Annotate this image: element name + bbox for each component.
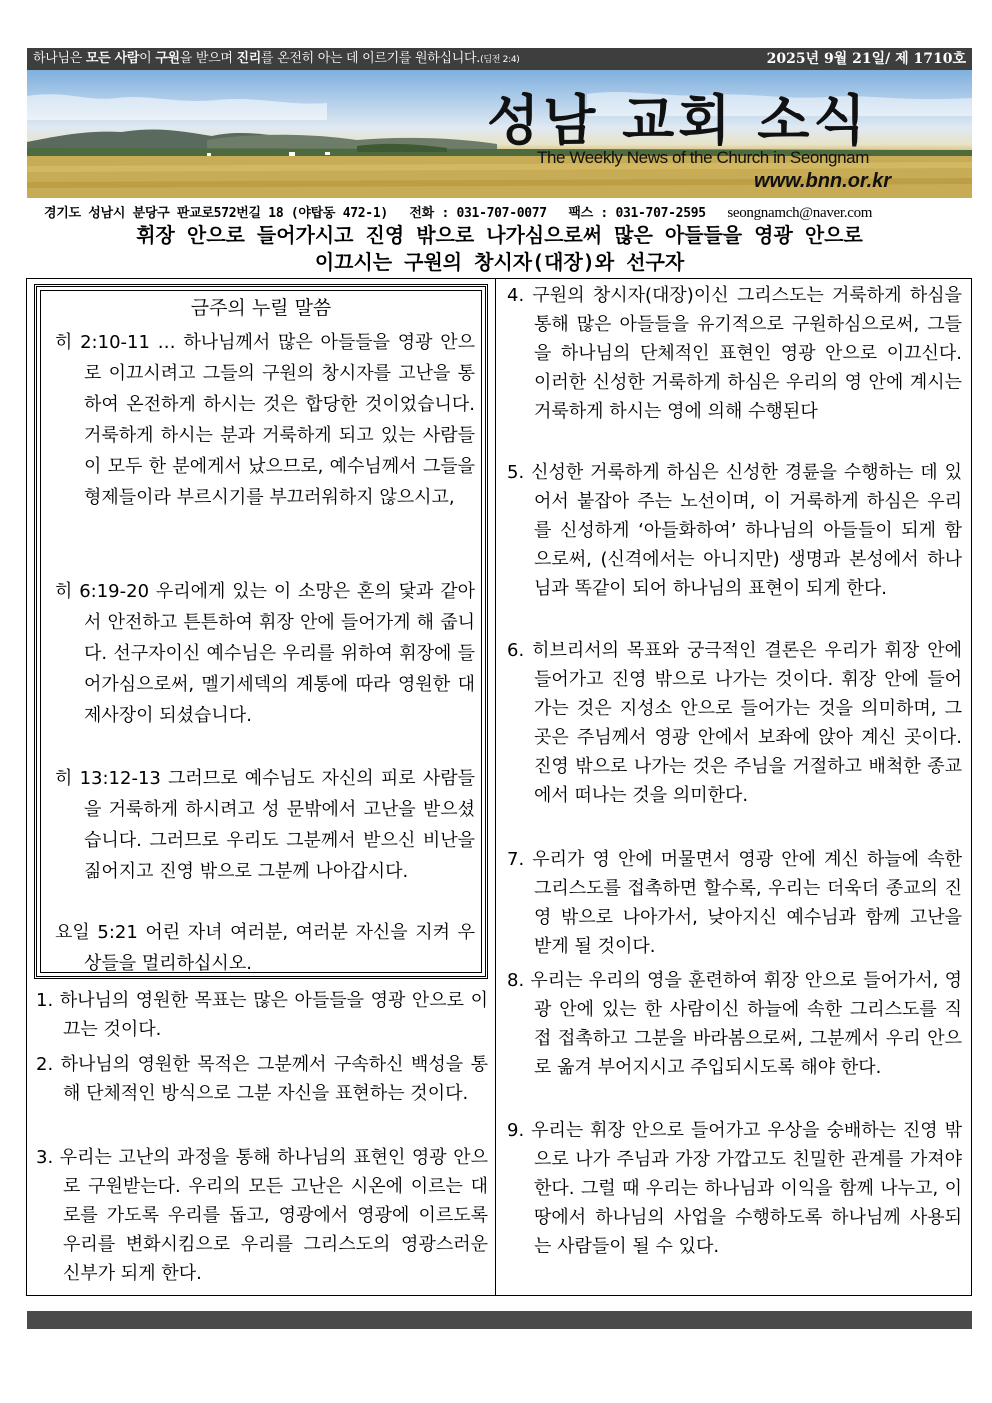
masthead-banner — [27, 70, 972, 198]
verse-hebrews-2: 히 2:10-11 … 하나님께서 많은 아들들을 영광 안으로 이끄시려고 그들의 구원의 창시자를 고난을 통하여 온전하게 하시는 것은 합당한 것이었습니다. 거룩하게 하시는 분과 거룩하게 되고 있는 사람들이 모두 한 분에게서 났으므로, 예수님께서 그들을 형제들이라 부르시기를 부끄러워하지 않으시고, — [55, 332, 475, 508]
phone-number: 전화 : 031-707-0077 — [409, 206, 547, 221]
header-verse: 하나님은 모든 사람이 구원을 받으며 진리를 온전히 아는 데 이르기를 원하십니다.(딤전 2:4) — [33, 51, 520, 66]
outline-point-8: 8. 우리는 우리의 영을 훈련하여 휘장 안으로 들어가서, 영광 안에 있는 한 사람이신 하늘에 속한 그리스도를 직접 접촉하고 그분을 바라봄으로써, 그분께서 우리 안으로 옮겨 부어지시고 주입되시도록 해야 한다. — [507, 970, 962, 1078]
footer-bar — [27, 1311, 972, 1329]
outline-point-9: 9. 우리는 휘장 안으로 들어가고 우상을 숭배하는 진영 밖으로 나가 주님과 가장 가깝고도 친밀한 관계를 가져야 한다. 그럴 때 우리는 하나님과 이익을 함께 나누고, 이 땅에서 하나님의 사업을 수행하도록 하나님께 사용되는 사람들이 될 수 있다. — [507, 1120, 962, 1257]
column-divider — [495, 278, 496, 1296]
email-address[interactable]: seongnamch@naver.com — [727, 205, 873, 221]
outline-point-1: 1. 하나님의 영원한 목표는 많은 아들들을 영광 안으로 이끄는 것이다. — [36, 990, 488, 1040]
outline-point-5: 5. 신성한 거룩하게 하심은 신성한 경륜을 수행하는 데 있어서 붙잡아 주는 노선이며, 이 거룩하게 하심은 우리를 신성하게 ‘아들화하여’ 하나님의 아들들이 되게 함으로써, (신격에서는 아니지만) 생명과 본성에서 하나님과 똑같이 되어 하나님의 표현이 되게 한다. — [507, 462, 962, 599]
newsletter-subtitle: The Weekly News of the Church in Seongnam — [537, 148, 869, 167]
website-link[interactable]: www.bnn.or.kr — [754, 170, 892, 192]
street-address: 경기도 성남시 분당구 판교로572번길 18 (야탑동 472-1) — [44, 206, 388, 221]
newsletter-title: 성남 교회 소식 — [487, 89, 870, 152]
outline-point-7: 7. 우리가 영 안에 머물면서 영광 안에 계신 하늘에 속한 그리스도를 접촉하면 할수록, 우리는 더욱더 종교의 진영 밖으로 나아가서, 낮아지신 예수님과 함께 고난을 받게 될 것이다. — [507, 849, 962, 957]
header-verse-reference: (딤전 2:4) — [480, 55, 520, 65]
fax-number: 팩스 : 031-707-2595 — [568, 206, 706, 221]
verses-box-title: 금주의 누릴 말씀 — [190, 297, 332, 319]
verse-1john-5: 요일 5:21 어린 자녀 여러분, 여러분 자신을 지켜 우상들을 멀리하십시오. — [55, 922, 475, 974]
verse-hebrews-6: 히 6:19-20 우리에게 있는 이 소망은 혼의 닻과 같아서 안전하고 튼튼하여 휘장 안에 들어가게 해 줍니다. 선구자이신 예수님은 우리를 위하여 휘장에 들어가심으로써, 멜기세덱의 계통에 따라 영원한 대제사장이 되셨습니다. — [55, 581, 475, 726]
issue-date: 2025년 9월 21일/ 제 1710호 — [766, 51, 966, 67]
church-address-line — [44, 202, 872, 222]
weekly-headline — [27, 222, 972, 276]
outline-point-2: 2. 하나님의 영원한 목적은 그분께서 구속하신 백성을 통해 단체적인 방식으로 그분 자신을 표현하는 것이다. — [36, 1054, 488, 1104]
outline-point-6: 6. 히브리서의 목표와 궁극적인 결론은 우리가 휘장 안에 들어가고 진영 밖으로 나가는 것이다. 휘장 안에 들어가는 것은 지성소 안으로 들어가는 것을 의미하며, 그곳은 주님께서 영광 안에서 보좌에 앉아 계신 곳이다. 진영 밖으로 나가는 것은 주님을 거절하고 배척한 종교에서 떠나는 것을 의미한다. — [507, 640, 962, 806]
outline-point-4: 4. 구원의 창시자(대장)이신 그리스도는 거룩하게 하심을 통해 많은 아들들을 유기적으로 구원하심으로써, 그들을 하나님의 단체적인 표현인 영광 안으로 이끄신다. 이러한 신성한 거룩하게 하심은 우리의 영 안에 계시는 거룩하게 하시는 영에 의해 수행된다 — [507, 285, 962, 422]
top-bar — [27, 48, 972, 70]
outline-point-3: 3. 우리는 고난의 과정을 통해 하나님의 표현인 영광 안으로 구원받는다. 우리의 모든 고난은 시온에 이르는 대로를 가도록 우리를 돕고, 영광에서 영광에 이르도록 우리를 변화시킴으로 우리를 그리스도의 영광스러운 신부가 되게 한다. — [36, 1147, 488, 1284]
headline-line-1: 휘장 안으로 들어가시고 진영 밖으로 나가심으로써 많은 아들들을 영광 안으로 — [136, 223, 863, 247]
weekly-verses-box — [34, 284, 488, 979]
headline-line-2: 이끄시는 구원의 창시자(대장)와 선구자 — [314, 250, 685, 274]
verse-hebrews-13: 히 13:12-13 그러므로 예수님도 자신의 피로 사람들을 거룩하게 하시려고 성 문밖에서 고난을 받으셨습니다. 그러므로 우리도 그분께서 받으신 비난을 짊어지고 진영 밖으로 그분께 나아갑시다. — [55, 768, 475, 882]
